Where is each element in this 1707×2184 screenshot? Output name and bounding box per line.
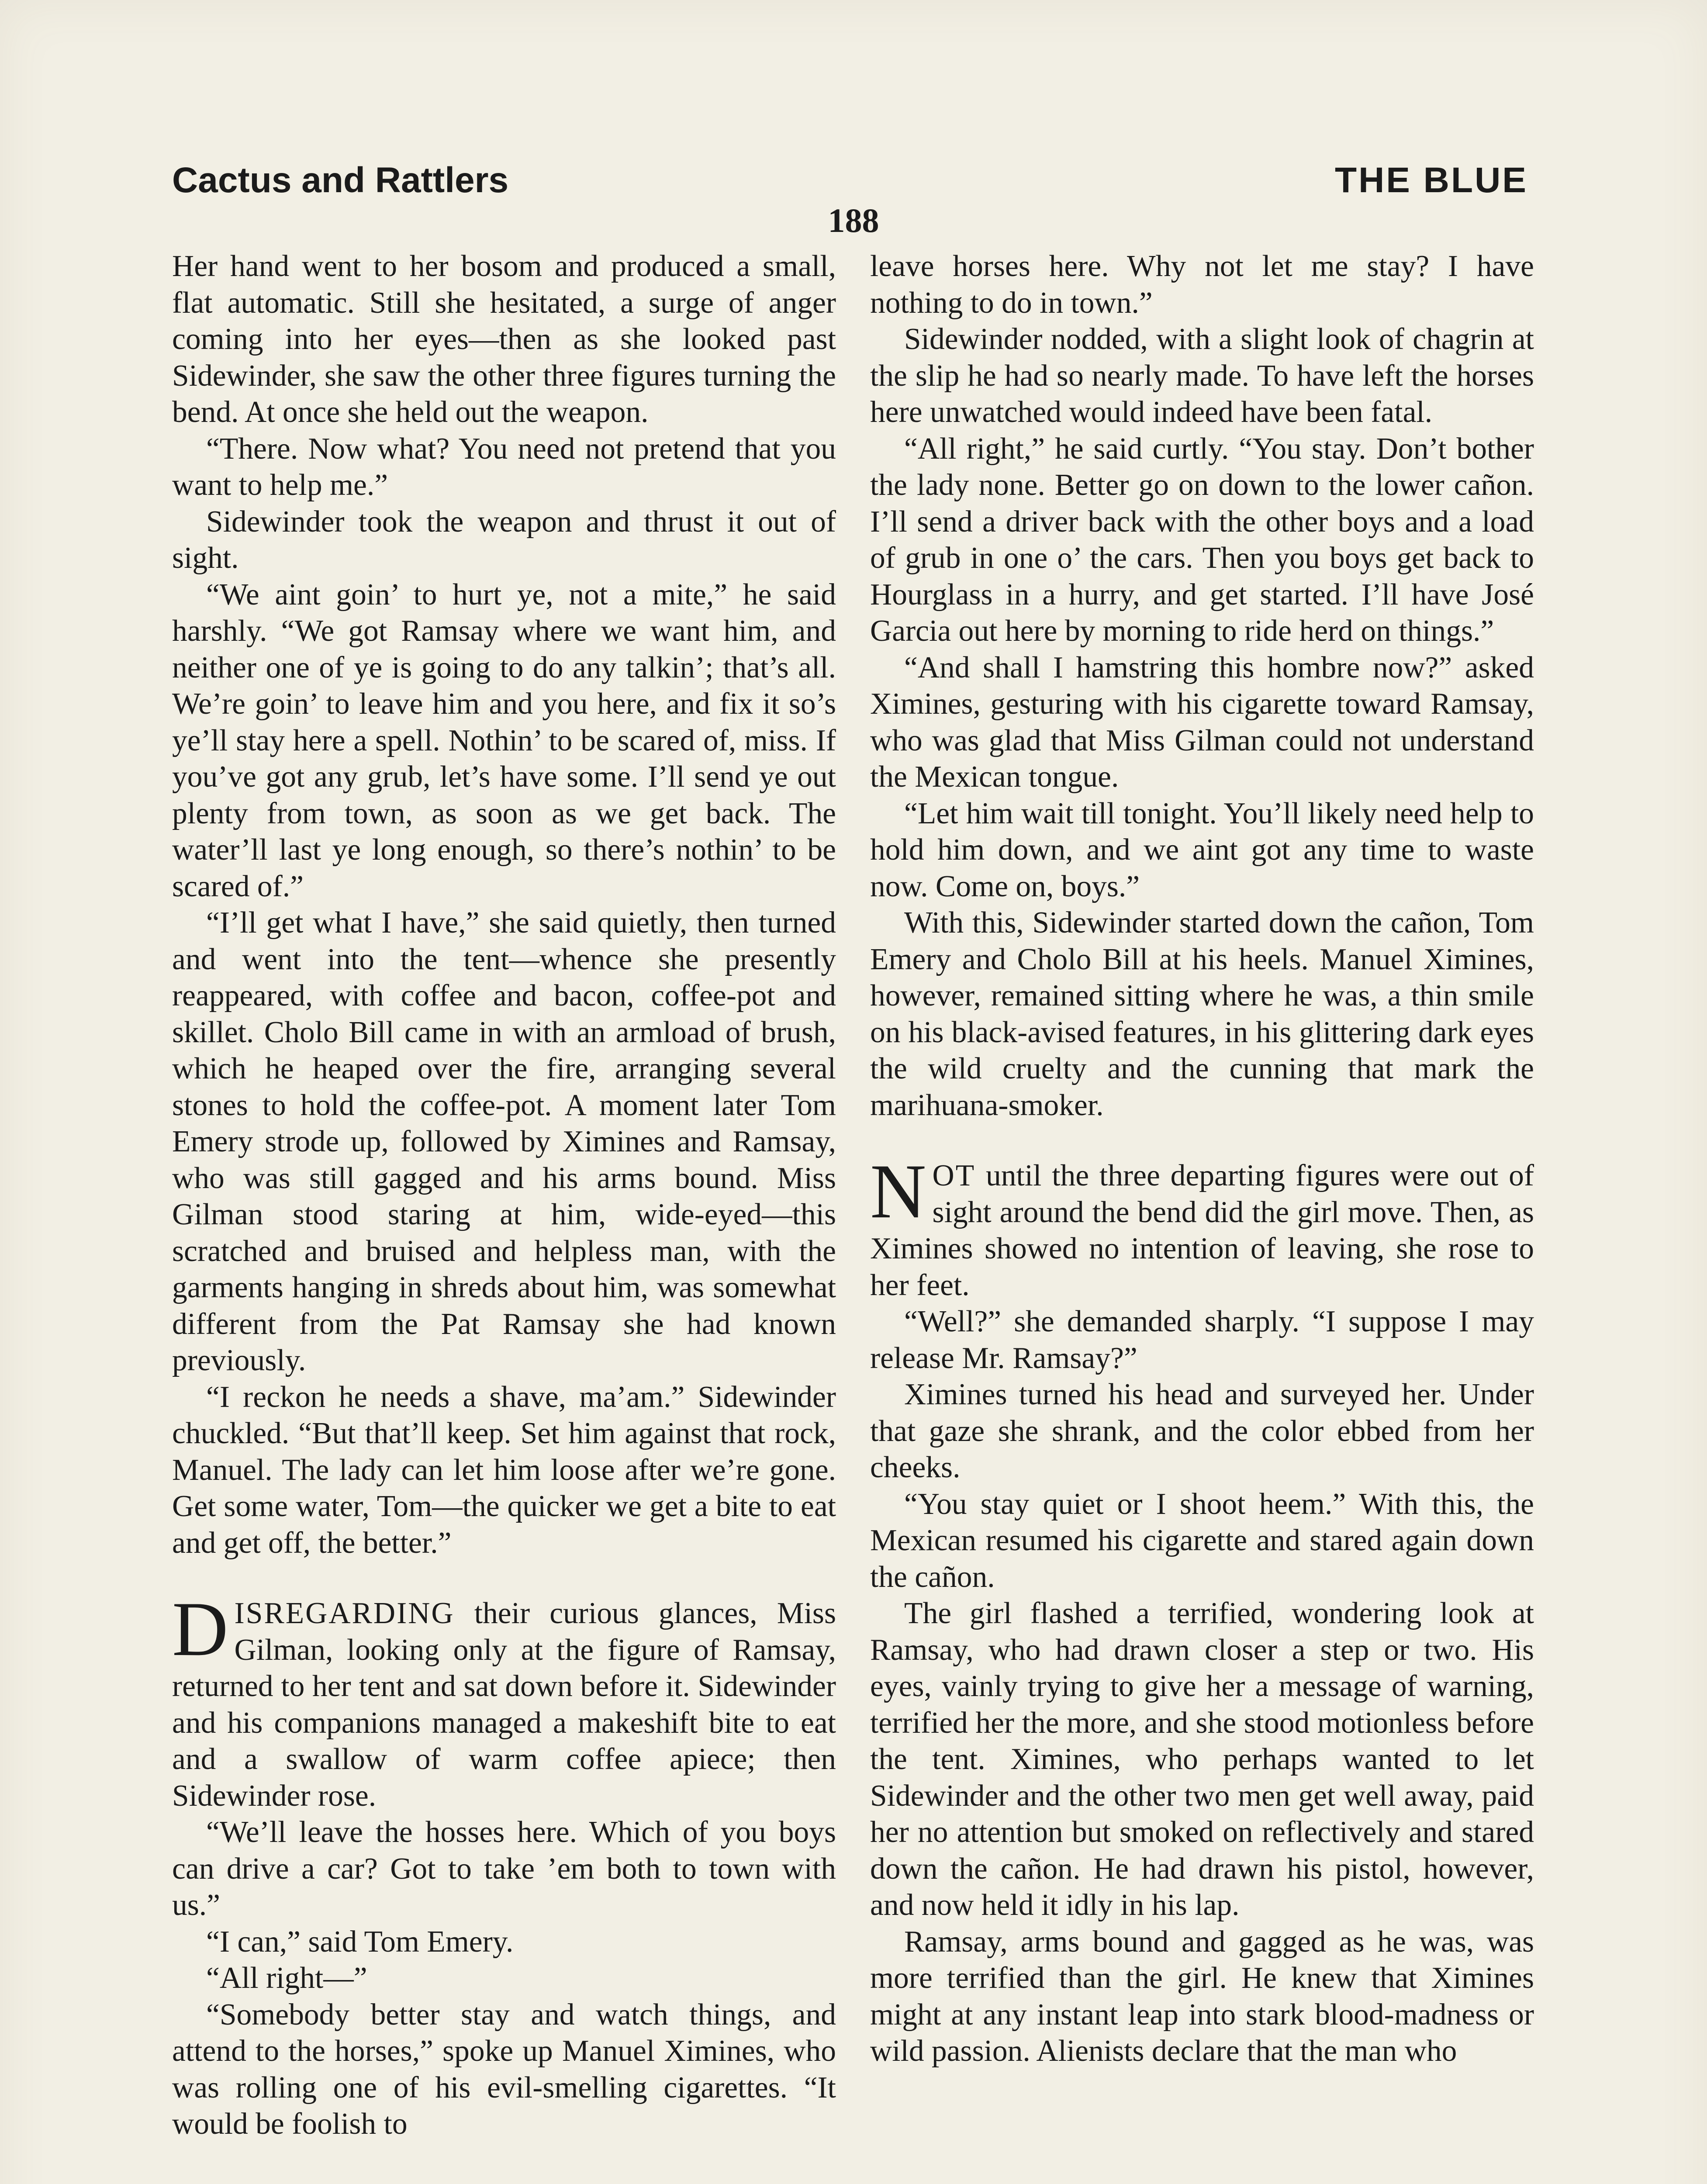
paragraph: With this, Sidewinder started down the cañon, Tom Emery and Cholo Bill at his heels. Manuel Ximines, however, remained sitting where he was, a thin smile on his black-avised features, in his glittering dark eyes the wild cruelty and the cunning that mark the marihuana-smoker. bbox=[870, 906, 1534, 1122]
paragraph bbox=[172, 1586, 836, 1814]
paragraph bbox=[870, 1148, 1534, 1303]
story-title: Cactus and Rattlers bbox=[172, 160, 509, 200]
paragraph: “Well?” she demanded sharply. “I suppose I may release Mr. Ramsay?” bbox=[870, 1305, 1534, 1375]
paragraph: “There. Now what? You need not pretend that you want to help me.” bbox=[172, 432, 836, 502]
paragraph: “All right,” he said curtly. “You stay. Don’t bother the lady none. Better go on down to the lower cañon. I’ll send a driver back with the other boys and a load of grub in one o’ the cars. Then you boys get back to Hourglass in a hurry, and get started. I’ll have José Garcia out here by morning to ride herd on things.” bbox=[870, 432, 1534, 648]
right-column bbox=[870, 248, 1534, 2070]
paragraph: “You stay quiet or I shoot heem.” With this, the Mexican resumed his cigarette and stared again down the cañon. bbox=[870, 1487, 1534, 1594]
paragraph: “All right—” bbox=[206, 1961, 367, 1995]
paragraph: The girl flashed a terrified, wondering look at Ramsay, who had drawn closer a step or two. His eyes, vainly trying to give her a message of warning, terrified her the more, and she stood motionless before the tent. Ximines, who perhaps wanted to let Sidewinder and the other two men get well away, paid her no attention but smoked on reflectively and stared down the cañon. He had drawn his pistol, however, and now held it idly in his lap. bbox=[870, 1597, 1534, 1922]
left-column bbox=[172, 248, 836, 2143]
paragraph: leave horses here. Why not let me stay? I have nothing to do in town.” bbox=[870, 249, 1534, 320]
page-number: 188 bbox=[828, 201, 879, 239]
magazine-title: THE BLUE bbox=[1335, 160, 1528, 200]
paragraph: Ximines turned his head and surveyed her. Under that gaze she shrank, and the color ebbed from her cheeks. bbox=[870, 1378, 1534, 1484]
paragraph-text: until the three departing figures were out of sight around the bend did the girl move. Then, as Ximines showed no intention of leaving, she rose to her feet. bbox=[870, 1159, 1534, 1302]
paragraph: “I reckon he needs a shave, ma’am.” Sidewinder chuckled. “But that’ll keep. Set him against that rock, Manuel. The lady can let him loose after we’re gone. Get some water, Tom—the quicker we get a bite to eat and get off, the better.” bbox=[172, 1380, 836, 1560]
drop-cap: N bbox=[870, 1148, 926, 1234]
paragraph: “I can,” said Tom Emery. bbox=[206, 1925, 514, 1959]
lead-in: ISREGARDING bbox=[234, 1597, 455, 1630]
paragraph: “We’ll leave the hosses here. Which of you boys can drive a car? Got to take ’em both to town with us.” bbox=[172, 1815, 836, 1922]
paragraph: “And shall I hamstring this hombre now?” asked Ximines, gesturing with his cigarette toward Ramsay, who was glad that Miss Gilman could not understand the Mexican tongue. bbox=[870, 650, 1534, 794]
paragraph-text: their curious glances, Miss Gilman, looking only at the figure of Ramsay, returned to her tent and sat down before it. Sidewinder and his companions managed a makeshift bite to eat and a swallow of warm coffee apiece; then Sidewinder rose. bbox=[172, 1597, 836, 1813]
paragraph: Sidewinder took the weapon and thrust it out of sight. bbox=[172, 505, 836, 575]
paragraph: “Let him wait till tonight. You’ll likely need help to hold him down, and we aint got any time to waste now. Come on, boys.” bbox=[870, 796, 1534, 903]
lead-in: OT bbox=[932, 1159, 976, 1192]
paragraph: “We aint goin’ to hurt ye, not a mite,” he said harshly. “We got Ramsay where we want him, and neither one of ye is going to do any talkin’; that’s all. We’re goin’ to leave him and you here, and fix it so’s ye’ll stay here a spell. Nothin’ to be scared of, miss. If you’ve got any grub, let’s have some. I’ll send ye out plenty from town, as soon as we get back. The water’ll last ye long enough, so there’s nothin’ to be scared of.” bbox=[172, 577, 836, 903]
drop-cap: D bbox=[172, 1586, 228, 1672]
paragraph: “I’ll get what I have,” she said quietly, then turned and went into the tent—whence she presently reappeared, with coffee and bacon, coffee-pot and skillet. Cholo Bill came in with an armload of brush, which he heaped over the fire, arranging several stones to hold the coffee-pot. A moment later Tom Emery strode up, followed by Ximines and Ramsay, who was still gagged and his arms bound. Miss Gilman stood staring at him, wide-eyed—this scratched and bruised and helpless man, with the garments hanging in shreds about him, was somewhat different from the Pat Ramsay she had known previously. bbox=[172, 906, 836, 1377]
paragraph: Her hand went to her bosom and produced a small, flat automatic. Still she hesitated, a surge of anger coming into her eyes—then as she looked past Sidewinder, she saw the other three figures turning the bend. At once she held out the weapon. bbox=[172, 249, 836, 429]
paragraph: Ramsay, arms bound and gagged as he was, was more terrified than the girl. He knew that Ximines might at any instant leap into stark blood-madness or wild passion. Alienists declare that the man who bbox=[870, 1925, 1534, 2068]
paragraph: “Somebody better stay and watch things, and attend to the horses,” spoke up Manuel Ximines, who was rolling one of his evil-smelling cigarettes. “It would be foolish to bbox=[172, 1997, 836, 2141]
paragraph: Sidewinder nodded, with a slight look of chagrin at the slip he had so nearly made. To have left the horses here unwatched would indeed have been fatal. bbox=[870, 322, 1534, 429]
